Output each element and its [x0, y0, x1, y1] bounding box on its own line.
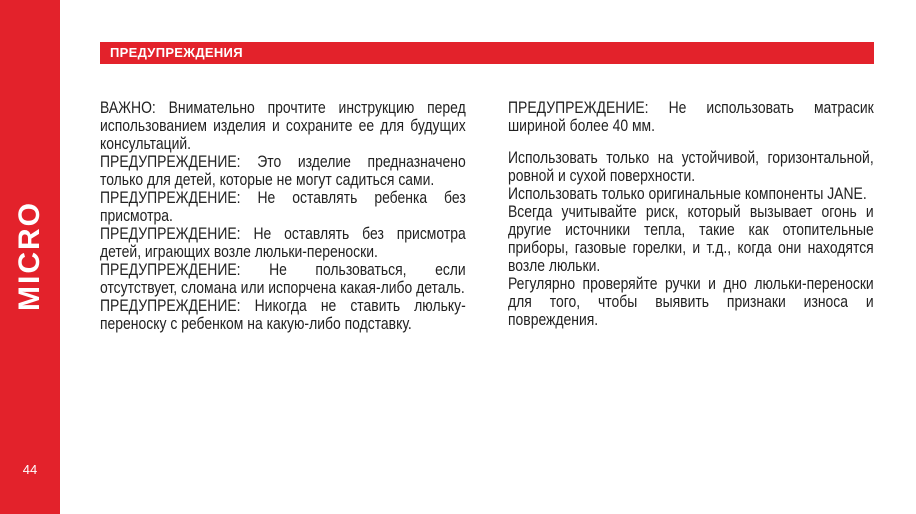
paragraph-warning-mattress: ПРЕДУПРЕЖДЕНИЕ: Не использовать матрасик шириной более 40 мм.: [508, 98, 874, 135]
section-header: [100, 42, 874, 64]
right-column-text: [508, 99, 874, 329]
paragraph-warning-damaged-parts: ПРЕДУПРЕЖДЕНИЕ: Не пользоваться, если отсутствует, сломана или испорчена какая-либо деталь.: [100, 260, 466, 297]
right-column: [508, 99, 874, 329]
sidebar: [0, 0, 60, 514]
paragraph-inspection: Регулярно проверяйте ручки и дно люльки-переноски для того, чтобы выявить признаки износа и повреждения.: [508, 274, 874, 329]
paragraph-original-components: Использовать только оригинальные компоненты JANE.: [508, 184, 867, 203]
section-header-label: ПРЕДУПРЕЖДЕНИЯ: [110, 45, 243, 60]
paragraph-important: ВАЖНО: Внимательно прочтите инструкцию перед использованием изделия и сохраните ее для будущих консультаций.: [100, 98, 466, 153]
left-column: [100, 99, 466, 333]
page-number: 44: [22, 462, 38, 477]
left-column-text: [100, 99, 466, 333]
paragraph-warning-supervision: ПРЕДУПРЕЖДЕНИЕ: Не оставлять ребенка без присмотра.: [100, 188, 466, 225]
paragraph-warning-stand: ПРЕДУПРЕЖДЕНИЕ: Никогда не ставить люльку-переноску с ребенком на какую-либо подставку.: [100, 296, 466, 333]
paragraph-fire-risk: Всегда учитывайте риск, который вызывает огонь и другие источники тепла, такие как отопительные приборы, газовые горелки, и т.д., когда они находятся возле люльки.: [508, 202, 874, 275]
paragraph-warning-children-nearby: ПРЕДУПРЕЖДЕНИЕ: Не оставлять без присмотра детей, играющих возле люльки-переноски.: [100, 224, 466, 261]
sidebar-title: MICRO: [13, 201, 46, 311]
paragraph-surface: Использовать только на устойчивой, горизонтальной, ровной и сухой поверхности.: [508, 148, 874, 185]
paragraph-warning-age: ПРЕДУПРЕЖДЕНИЕ: Это изделие предназначено только для детей, которые не могут садиться сами.: [100, 152, 466, 189]
